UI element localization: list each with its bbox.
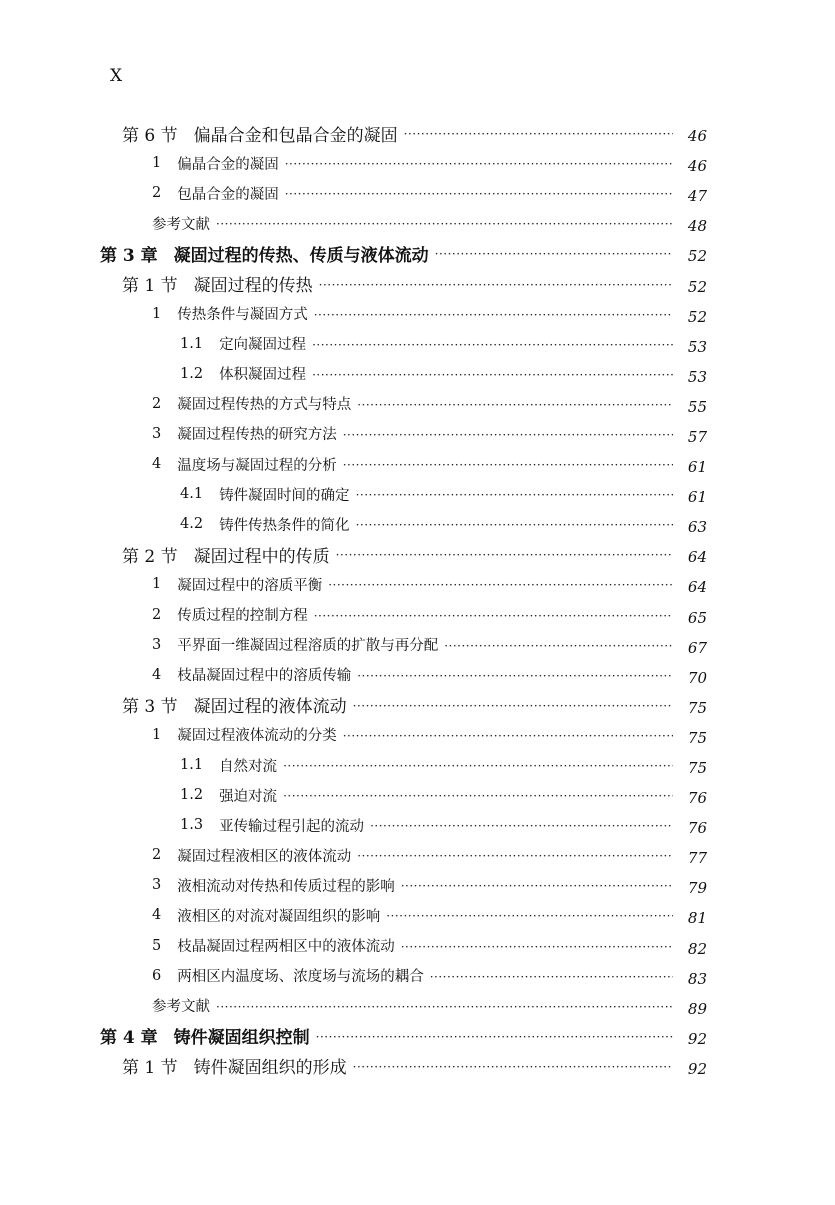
toc-entry-title: 凝固过程的传热 bbox=[193, 276, 313, 297]
toc-entry-chapter[interactable] bbox=[0, 238, 835, 268]
dot-leader bbox=[353, 699, 673, 713]
toc-entry-label bbox=[122, 692, 347, 717]
toc-entry-ref[interactable] bbox=[0, 991, 835, 1021]
toc-entry-title: 枝晶凝固过程两相区中的液体流动 bbox=[177, 939, 395, 956]
dot-leader bbox=[357, 398, 673, 412]
toc-entry-page: 82 bbox=[687, 939, 707, 958]
toc-entry-title: 偏晶合金和包晶合金的凝固 bbox=[193, 125, 398, 146]
toc-entry-number: 4 bbox=[152, 907, 162, 924]
toc-entry-page: 67 bbox=[687, 638, 707, 657]
toc-entry-page: 53 bbox=[687, 367, 707, 386]
toc-entry-label bbox=[152, 454, 337, 475]
toc-entry-title: 凝固过程液体流动的分类 bbox=[177, 728, 337, 745]
dot-leader bbox=[319, 278, 673, 292]
toc-entry-label bbox=[180, 484, 350, 505]
toc-entry-label bbox=[122, 1053, 347, 1078]
toc-entry-page: 47 bbox=[687, 187, 707, 206]
toc-entry-section[interactable] bbox=[0, 539, 835, 569]
toc-entry-number: 第 3 节 bbox=[122, 697, 178, 718]
dot-leader bbox=[444, 639, 673, 653]
toc-entry-title: 凝固过程中的传质 bbox=[193, 546, 330, 567]
dot-leader bbox=[435, 247, 673, 261]
toc-entry-sub[interactable] bbox=[0, 178, 835, 208]
toc-entry-page: 89 bbox=[687, 999, 707, 1018]
toc-entry-number: 1.3 bbox=[180, 817, 204, 834]
toc-entry-page: 79 bbox=[687, 879, 707, 898]
toc-entry-subsub[interactable] bbox=[0, 750, 835, 780]
toc-entry-title: 自然对流 bbox=[219, 758, 278, 775]
toc-entry-label bbox=[152, 153, 279, 174]
toc-entry-title: 凝固过程的传热、传质与液体流动 bbox=[173, 245, 429, 266]
dot-leader bbox=[285, 157, 673, 171]
toc-entry-number: 1 bbox=[152, 576, 162, 593]
toc-entry-title: 强迫对流 bbox=[219, 788, 278, 805]
dot-leader bbox=[401, 940, 673, 954]
toc-entry-page: 46 bbox=[687, 157, 707, 176]
toc-entry-number: 第 4 章 bbox=[100, 1028, 158, 1049]
toc-entry-number: 1 bbox=[152, 726, 162, 743]
dot-leader bbox=[343, 428, 673, 442]
toc-entry-title: 温度场与凝固过程的分析 bbox=[177, 457, 337, 474]
toc-entry-section[interactable] bbox=[0, 118, 835, 148]
toc-entry-page: 57 bbox=[687, 427, 707, 446]
toc-entry-number: 4 bbox=[152, 666, 162, 683]
toc-entry-number: 2 bbox=[152, 395, 162, 412]
toc-entry-label bbox=[180, 815, 364, 836]
toc-entry-page: 52 bbox=[687, 307, 707, 326]
toc-entry-title: 铸件凝固组织的形成 bbox=[193, 1058, 347, 1079]
toc-entry-label bbox=[152, 574, 322, 595]
toc-entry-label bbox=[122, 271, 313, 296]
toc-entry-title: 枝晶凝固过程中的溶质传输 bbox=[177, 668, 352, 685]
dot-leader bbox=[404, 127, 673, 141]
toc-entry-page: 63 bbox=[687, 518, 707, 537]
toc-entry-label bbox=[152, 604, 308, 625]
toc-entry-title: 凝固过程传热的研究方法 bbox=[177, 427, 337, 444]
toc-entry-title: 凝固过程的液体流动 bbox=[193, 697, 347, 718]
toc-entry-title: 两相区内温度场、浓度场与流场的耦合 bbox=[177, 969, 424, 986]
toc-entry-sub[interactable] bbox=[0, 660, 835, 690]
toc-entry-label bbox=[180, 785, 277, 806]
toc-entry-page: 65 bbox=[687, 608, 707, 627]
toc-entry-label bbox=[152, 875, 395, 896]
toc-entry-title: 定向凝固过程 bbox=[219, 337, 307, 354]
toc-entry-label bbox=[152, 845, 351, 866]
dot-leader bbox=[314, 308, 673, 322]
dot-leader bbox=[283, 789, 673, 803]
toc-entry-label bbox=[122, 121, 398, 146]
toc-entry-page: 48 bbox=[687, 217, 707, 236]
dot-leader bbox=[343, 458, 673, 472]
toc-entry-sub[interactable] bbox=[0, 630, 835, 660]
toc-entry-number: 4 bbox=[152, 456, 162, 473]
toc-entry-title: 铸件凝固组织控制 bbox=[173, 1028, 310, 1049]
toc-entry-subsub[interactable] bbox=[0, 780, 835, 810]
toc-entry-number: 1.2 bbox=[180, 365, 204, 382]
dot-leader bbox=[216, 217, 673, 231]
toc-entry-page: 70 bbox=[687, 668, 707, 687]
toc-entry-page: 76 bbox=[687, 819, 707, 838]
dot-leader bbox=[353, 1060, 673, 1074]
toc-entry-page: 81 bbox=[687, 909, 707, 928]
toc-entry-label bbox=[180, 514, 350, 535]
toc-entry-number: 4.1 bbox=[180, 486, 204, 503]
toc-entry-label bbox=[180, 333, 306, 354]
toc-entry-sub[interactable] bbox=[0, 600, 835, 630]
dot-leader bbox=[216, 1000, 673, 1014]
dot-leader bbox=[386, 909, 673, 923]
toc-entry-ref[interactable] bbox=[0, 208, 835, 238]
toc-entry-title: 凝固过程传热的方式与特点 bbox=[177, 397, 352, 414]
toc-entry-number: 第 3 章 bbox=[100, 245, 158, 266]
toc-entry-label bbox=[152, 724, 337, 745]
toc-entry-subsub[interactable] bbox=[0, 479, 835, 509]
toc-entry-title: 参考文献 bbox=[152, 999, 210, 1016]
toc-entry-label bbox=[180, 363, 306, 384]
toc-entry-page: 64 bbox=[687, 548, 707, 567]
toc-entry-number: 第 1 节 bbox=[122, 1058, 178, 1079]
toc-entry-page: 77 bbox=[687, 849, 707, 868]
toc-entry-number: 2 bbox=[152, 847, 162, 864]
toc-entry-sub[interactable] bbox=[0, 148, 835, 178]
toc-entry-sub[interactable] bbox=[0, 870, 835, 900]
dot-leader bbox=[356, 518, 673, 532]
toc-entry-section[interactable] bbox=[0, 1051, 835, 1081]
table-of-contents bbox=[0, 118, 835, 1081]
dot-leader bbox=[336, 548, 673, 562]
toc-entry-page: 83 bbox=[687, 969, 707, 988]
toc-entry-page: 61 bbox=[687, 458, 707, 477]
toc-entry-sub[interactable] bbox=[0, 419, 835, 449]
toc-entry-page: 75 bbox=[687, 728, 707, 747]
toc-entry-page: 52 bbox=[687, 247, 707, 266]
toc-entry-section[interactable] bbox=[0, 690, 835, 720]
toc-entry-label bbox=[100, 1023, 310, 1048]
toc-entry-sub[interactable] bbox=[0, 449, 835, 479]
toc-entry-subsub[interactable] bbox=[0, 810, 835, 840]
toc-entry-page: 61 bbox=[687, 488, 707, 507]
toc-entry-label bbox=[152, 213, 210, 234]
toc-entry-title: 传质过程的控制方程 bbox=[177, 608, 308, 625]
toc-entry-title: 包晶合金的凝固 bbox=[177, 186, 279, 203]
toc-entry-title: 液相流动对传热和传质过程的影响 bbox=[177, 878, 395, 895]
toc-entry-label bbox=[152, 995, 210, 1016]
toc-entry-number: 1 bbox=[152, 155, 162, 172]
toc-entry-label bbox=[122, 542, 330, 567]
dot-leader bbox=[343, 729, 673, 743]
toc-entry-title: 亚传输过程引起的流动 bbox=[219, 818, 365, 835]
toc-entry-number: 第 1 节 bbox=[122, 276, 178, 297]
dot-leader bbox=[401, 879, 673, 893]
dot-leader bbox=[357, 669, 673, 683]
toc-entry-number: 3 bbox=[152, 636, 162, 653]
toc-entry-number: 第 6 节 bbox=[122, 125, 178, 146]
toc-entry-label bbox=[152, 303, 308, 324]
toc-entry-title: 铸件凝固时间的确定 bbox=[219, 487, 350, 504]
dot-leader bbox=[430, 970, 673, 984]
toc-entry-page: 75 bbox=[687, 759, 707, 778]
dot-leader bbox=[316, 1030, 673, 1044]
toc-entry-number: 2 bbox=[152, 185, 162, 202]
page-marker: X bbox=[110, 66, 123, 86]
toc-entry-label bbox=[152, 634, 438, 655]
toc-entry-subsub[interactable] bbox=[0, 509, 835, 539]
toc-entry-subsub[interactable] bbox=[0, 329, 835, 359]
toc-entry-page: 92 bbox=[687, 1029, 707, 1048]
toc-entry-page: 64 bbox=[687, 578, 707, 597]
toc-entry-number: 1.1 bbox=[180, 335, 204, 352]
toc-entry-sub[interactable] bbox=[0, 840, 835, 870]
dot-leader bbox=[356, 488, 673, 502]
toc-entry-number: 3 bbox=[152, 425, 162, 442]
dot-leader bbox=[314, 609, 673, 623]
toc-entry-chapter[interactable] bbox=[0, 1021, 835, 1051]
toc-entry-sub[interactable] bbox=[0, 931, 835, 961]
dot-leader bbox=[312, 338, 673, 352]
toc-entry-section[interactable] bbox=[0, 268, 835, 298]
toc-entry-title: 凝固过程中的溶质平衡 bbox=[177, 577, 323, 594]
dot-leader bbox=[328, 578, 673, 592]
toc-entry-title: 传热条件与凝固方式 bbox=[177, 307, 308, 324]
toc-entry-number: 5 bbox=[152, 937, 162, 954]
toc-entry-sub[interactable] bbox=[0, 720, 835, 750]
toc-entry-subsub[interactable] bbox=[0, 359, 835, 389]
toc-entry-label bbox=[152, 393, 351, 414]
toc-entry-label bbox=[152, 905, 380, 926]
toc-entry-number: 1.2 bbox=[180, 787, 204, 804]
toc-entry-label bbox=[152, 183, 279, 204]
toc-entry-label bbox=[152, 423, 337, 444]
toc-entry-number: 1 bbox=[152, 305, 162, 322]
dot-leader bbox=[312, 368, 673, 382]
dot-leader bbox=[283, 759, 673, 773]
toc-entry-page: 53 bbox=[687, 337, 707, 356]
toc-entry-title: 体积凝固过程 bbox=[219, 367, 307, 384]
dot-leader bbox=[285, 187, 673, 201]
toc-entry-number: 6 bbox=[152, 967, 162, 984]
toc-entry-page: 55 bbox=[687, 397, 707, 416]
toc-entry-page: 76 bbox=[687, 789, 707, 808]
toc-entry-title: 偏晶合金的凝固 bbox=[177, 156, 279, 173]
toc-entry-label bbox=[100, 241, 429, 266]
toc-entry-sub[interactable] bbox=[0, 961, 835, 991]
toc-entry-number: 1.1 bbox=[180, 757, 204, 774]
toc-entry-sub[interactable] bbox=[0, 299, 835, 329]
toc-entry-title: 凝固过程液相区的液体流动 bbox=[177, 848, 352, 865]
toc-entry-label bbox=[180, 755, 277, 776]
toc-entry-number: 4.2 bbox=[180, 516, 204, 533]
toc-entry-page: 75 bbox=[687, 698, 707, 717]
toc-entry-label bbox=[152, 935, 395, 956]
dot-leader bbox=[357, 849, 673, 863]
toc-entry-title: 平界面一维凝固过程溶质的扩散与再分配 bbox=[177, 638, 439, 655]
toc-entry-number: 第 2 节 bbox=[122, 546, 178, 567]
toc-entry-page: 92 bbox=[687, 1059, 707, 1078]
toc-entry-title: 参考文献 bbox=[152, 216, 210, 233]
toc-entry-page: 46 bbox=[687, 127, 707, 146]
toc-entry-sub[interactable] bbox=[0, 389, 835, 419]
toc-entry-label bbox=[152, 965, 424, 986]
dot-leader bbox=[370, 819, 673, 833]
toc-entry-number: 2 bbox=[152, 606, 162, 623]
toc-entry-number: 3 bbox=[152, 877, 162, 894]
toc-entry-title: 液相区的对流对凝固组织的影响 bbox=[177, 908, 381, 925]
toc-entry-page: 52 bbox=[687, 277, 707, 296]
toc-entry-sub[interactable] bbox=[0, 900, 835, 930]
toc-entry-label bbox=[152, 664, 351, 685]
toc-entry-sub[interactable] bbox=[0, 569, 835, 599]
toc-entry-title: 铸件传热条件的简化 bbox=[219, 517, 350, 534]
